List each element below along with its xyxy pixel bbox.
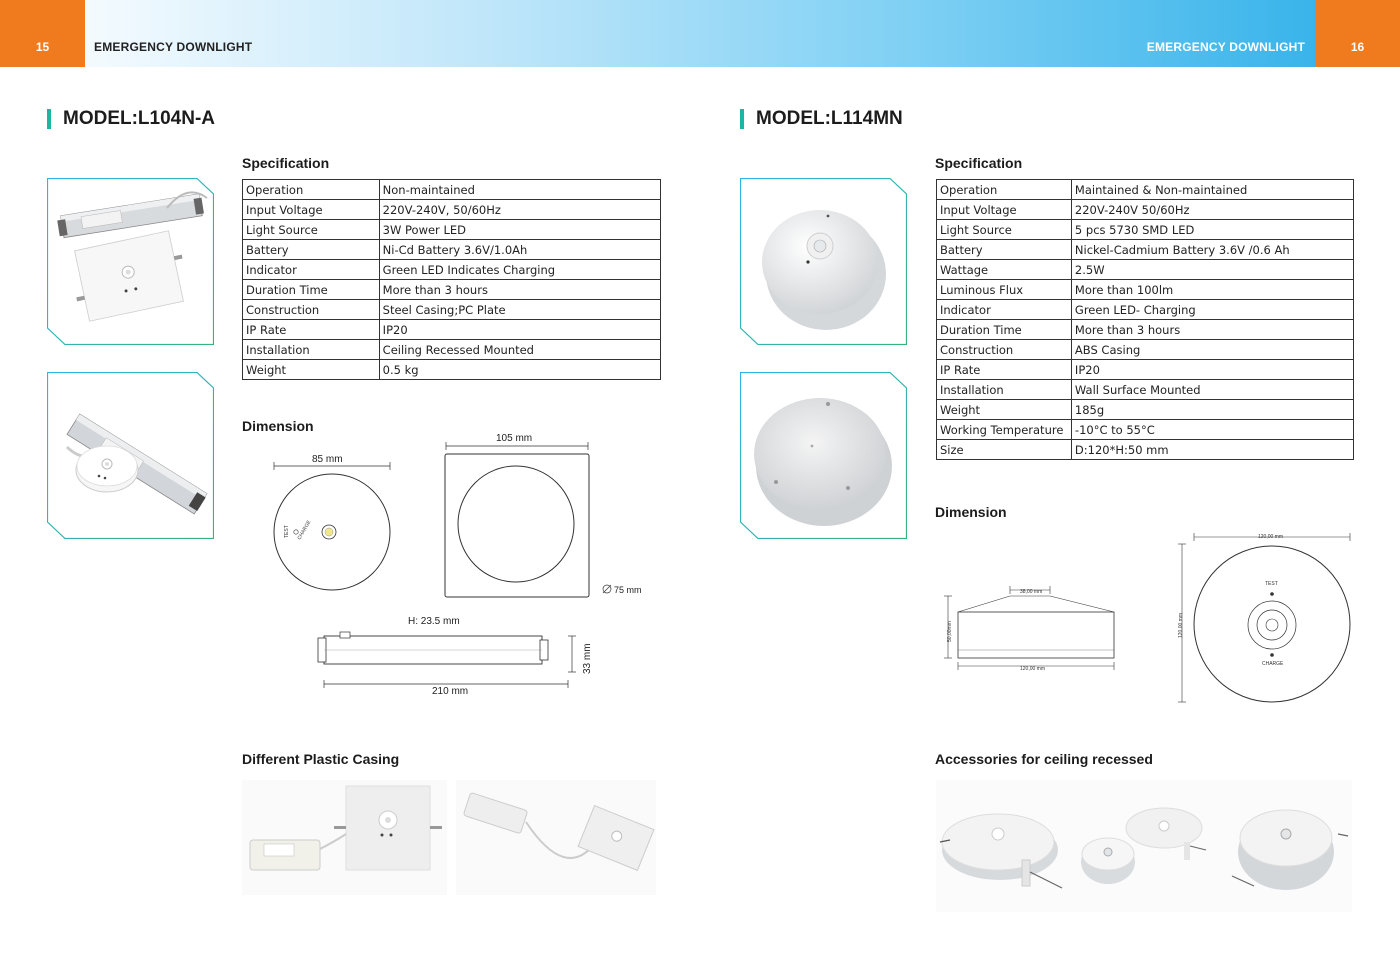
photo-frame-icon xyxy=(47,178,214,345)
spec-row xyxy=(243,340,661,360)
spec-row xyxy=(937,380,1354,400)
photo-frame-icon xyxy=(47,372,214,539)
spec-label: Duration Time xyxy=(243,280,380,300)
spec-row xyxy=(243,320,661,340)
dim-cutout: 75 mm xyxy=(614,585,642,595)
spec-value: Non-maintained xyxy=(379,180,660,200)
spec-label: IP Rate xyxy=(243,320,380,340)
model-title-right: MODEL:L114MN xyxy=(740,109,903,129)
dim-round-width: 85 mm xyxy=(312,454,343,465)
spec-row xyxy=(937,340,1354,360)
spec-row xyxy=(937,360,1354,380)
spec-value: IP20 xyxy=(379,320,660,340)
dim-side-height: 50,00mm xyxy=(947,621,953,642)
spec-label: Size xyxy=(937,440,1072,460)
spec-value: 3W Power LED xyxy=(379,220,660,240)
spec-label: Duration Time xyxy=(937,320,1072,340)
spec-label: Working Temperature xyxy=(937,420,1072,440)
spec-label: Indicator xyxy=(937,300,1072,320)
casing-photo-2 xyxy=(456,780,656,895)
spec-value: More than 3 hours xyxy=(1071,320,1353,340)
model-title-left: MODEL:L104N-A xyxy=(47,109,215,129)
page-number-left: 15 xyxy=(0,0,85,67)
spec-row xyxy=(937,240,1354,260)
casing-photo-1 xyxy=(242,780,447,895)
accessories-photos xyxy=(936,780,1352,912)
dim-right-charge-label: CHARGE xyxy=(1262,661,1284,667)
dim-test-label: TEST xyxy=(284,525,290,538)
dimension-drawing-left xyxy=(262,430,652,702)
spec-row xyxy=(243,360,661,380)
dim-side-width: 120,00 mm xyxy=(1020,666,1046,672)
spec-value: Green LED- Charging xyxy=(1071,300,1353,320)
spec-value: 220V-240V, 50/60Hz xyxy=(379,200,660,220)
spec-value: D:120*H:50 mm xyxy=(1071,440,1353,460)
spec-row xyxy=(937,280,1354,300)
spec-label: Input Voltage xyxy=(937,200,1072,220)
spec-row xyxy=(937,420,1354,440)
spec-title-right: Specification xyxy=(935,155,1023,171)
spec-row xyxy=(937,320,1354,340)
dim-side-top: 38,00 mm xyxy=(1020,589,1043,595)
spec-row xyxy=(937,300,1354,320)
spec-value: More than 100lm xyxy=(1071,280,1353,300)
spec-value: 0.5 kg xyxy=(379,360,660,380)
dim-top-height: 120,00 mm xyxy=(1178,612,1184,638)
spec-value: Steel Casing;PC Plate xyxy=(379,300,660,320)
dimension-title-left: Dimension xyxy=(242,418,314,434)
dim-square-width: 105 mm xyxy=(496,433,533,444)
spec-value: 185g xyxy=(1071,400,1353,420)
spec-value: 5 pcs 5730 SMD LED xyxy=(1071,220,1353,240)
spec-title-left: Specification xyxy=(242,155,330,171)
dimension-side-view-right xyxy=(940,580,1120,676)
spec-label: Installation xyxy=(243,340,380,360)
spec-label: Light Source xyxy=(937,220,1072,240)
spec-row xyxy=(937,180,1354,200)
spec-label: Indicator xyxy=(243,260,380,280)
page-number-right: 16 xyxy=(1315,0,1400,67)
photo-frame-icon xyxy=(740,372,907,539)
spec-label: Construction xyxy=(937,340,1072,360)
spec-row xyxy=(937,400,1354,420)
spec-row xyxy=(243,300,661,320)
spec-value: Maintained & Non-maintained xyxy=(1071,180,1353,200)
dimension-title-right: Dimension xyxy=(935,504,1007,520)
casing-title-left: Different Plastic Casing xyxy=(242,751,400,767)
spec-value: ABS Casing xyxy=(1071,340,1353,360)
spec-row xyxy=(243,260,661,280)
spec-label: Installation xyxy=(937,380,1072,400)
spec-label: Light Source xyxy=(243,220,380,240)
spec-value: Nickel-Cadmium Battery 3.6V /0.6 Ah xyxy=(1071,240,1353,260)
accessories-title-right: Accessories for ceiling recessed xyxy=(935,751,1153,767)
spec-value: Green LED Indicates Charging xyxy=(379,260,660,280)
spec-row xyxy=(937,220,1354,240)
spec-label: Operation xyxy=(243,180,380,200)
spec-row xyxy=(243,180,661,200)
spec-value: 2.5W xyxy=(1071,260,1353,280)
dim-charge-label: CHARGE xyxy=(296,519,313,541)
dim-top-width: 120,00 mm xyxy=(1258,534,1284,540)
spec-label: Input Voltage xyxy=(243,200,380,220)
spec-table-left xyxy=(242,179,661,380)
spec-row xyxy=(937,200,1354,220)
spec-value: -10°C to 55°C xyxy=(1071,420,1353,440)
spec-row xyxy=(243,240,661,260)
spec-label: Wattage xyxy=(937,260,1072,280)
spec-value: More than 3 hours xyxy=(379,280,660,300)
dim-driver-height: H: 23.5 mm xyxy=(408,616,460,627)
spec-table-right xyxy=(936,179,1354,460)
spec-label: IP Rate xyxy=(937,360,1072,380)
spec-label: Battery xyxy=(243,240,380,260)
spec-value: IP20 xyxy=(1071,360,1353,380)
spec-row xyxy=(243,200,661,220)
header-title-left: EMERGENCY DOWNLIGHT xyxy=(94,40,253,54)
dim-driver-length: 210 mm xyxy=(432,686,469,697)
spec-label: Luminous Flux xyxy=(937,280,1072,300)
page-header xyxy=(0,0,1400,67)
spec-label: Battery xyxy=(937,240,1072,260)
dim-driver-thickness: 33 mm xyxy=(582,643,593,674)
dim-right-test-label: TEST xyxy=(1265,581,1278,587)
header-title-right: EMERGENCY DOWNLIGHT xyxy=(1146,40,1305,54)
spec-value: Ni-Cd Battery 3.6V/1.0Ah xyxy=(379,240,660,260)
spec-label: Weight xyxy=(243,360,380,380)
spec-row xyxy=(243,280,661,300)
photo-frame-icon xyxy=(740,178,907,345)
spec-row xyxy=(937,440,1354,460)
spec-row xyxy=(937,260,1354,280)
spec-value: 220V-240V 50/60Hz xyxy=(1071,200,1353,220)
spec-value: Wall Surface Mounted xyxy=(1071,380,1353,400)
spec-label: Construction xyxy=(243,300,380,320)
dimension-top-view-right xyxy=(1172,530,1358,708)
spec-label: Operation xyxy=(937,180,1072,200)
spec-row xyxy=(243,220,661,240)
spec-value: Ceiling Recessed Mounted xyxy=(379,340,660,360)
spec-label: Weight xyxy=(937,400,1072,420)
